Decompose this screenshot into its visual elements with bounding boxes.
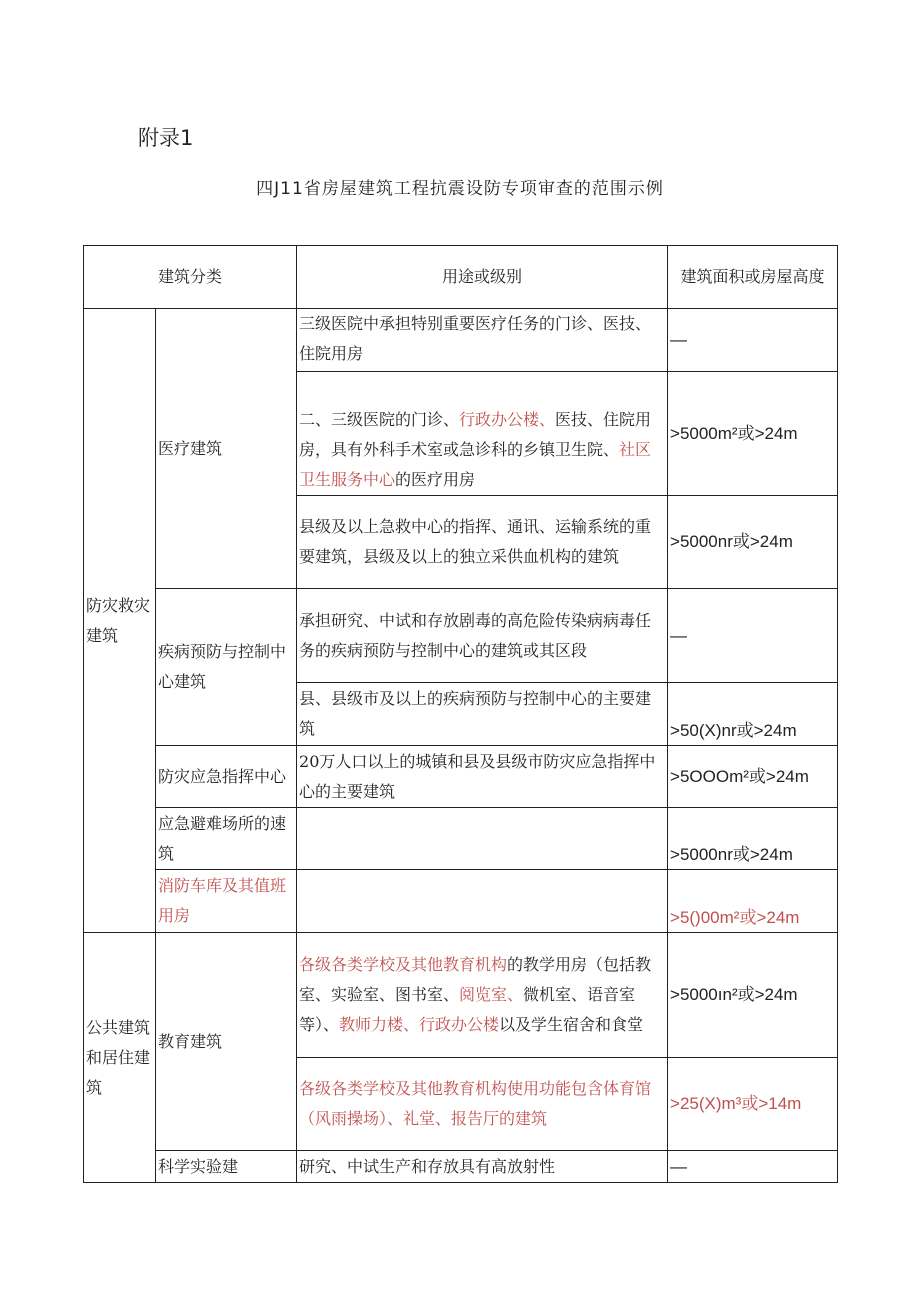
area-cell: — (668, 1151, 838, 1183)
use-text: 微机室、语音室等）、 (299, 985, 636, 1034)
use-cell (297, 808, 668, 870)
table-row (84, 808, 838, 870)
use-cell (297, 372, 668, 496)
document-title: 四J11省房屋建筑工程抗震设防专项审查的范围示例 (256, 179, 664, 199)
table-row (84, 309, 838, 372)
review-scope-table (83, 245, 838, 1183)
category-public-residential: 公共建筑和居住建筑 (84, 933, 156, 1183)
use-cell: 县、县级市及以上的疾病预防与控制中心的主要建筑 (297, 683, 668, 746)
area-cell: >5000nr或>24m (668, 496, 838, 589)
subcategory-education: 教育建筑 (156, 933, 297, 1151)
category-disaster: 防灾救灾建筑 (84, 309, 156, 933)
use-cell: 研究、中试生产和存放具有高放射性 (297, 1151, 668, 1183)
use-cell (297, 933, 668, 1058)
use-cell: 20万人口以上的城镇和县及县级市防灾应急指挥中心的主要建筑 (297, 746, 668, 808)
use-cell: 承担研究、中试和存放剧毒的高危险传染病病毒任务的疾病预防与控制中心的建筑或其区段 (297, 589, 668, 683)
use-text-red: 教师力楼、行政办公楼 (339, 1015, 500, 1034)
area-cell: >25(X)m³或>14m (668, 1058, 838, 1151)
area-cell: >5()00m²或>24m (668, 870, 838, 933)
area-cell: — (668, 589, 838, 683)
use-cell (297, 870, 668, 933)
appendix-heading: 附录1 (138, 126, 194, 150)
subcategory-shelter: 应急避难场所的速筑 (156, 808, 297, 870)
subcategory-disease-control: 疾病预防与控制中心建筑 (156, 589, 297, 746)
table-row (84, 746, 838, 808)
area-cell: >5000nr或>24m (668, 808, 838, 870)
use-cell: 县级及以上急救中心的指挥、通讯、运输系统的重要建筑，县级及以上的独立采供血机构的建筑 (297, 496, 668, 589)
subcategory-medical: 医疗建筑 (156, 309, 297, 589)
use-text: 二、三级医院的门诊、 (299, 410, 460, 429)
subcategory-fire-station: 消防车库及其值班用房 (156, 870, 297, 933)
header-category: 建筑分类 (84, 246, 297, 309)
area-cell: >50(X)nr或>24m (668, 683, 838, 746)
use-text: 以及学生宿舍和食堂 (499, 1015, 644, 1034)
use-text: 的教学用房（包括教室、实验室、图书室、 (299, 955, 652, 1004)
subcategory-science: 科学实验建 (156, 1151, 297, 1183)
table-row (84, 870, 838, 933)
use-cell: 各级各类学校及其他教育机构使用功能包含体育馆（风雨操场）、礼堂、报告厅的建筑 (297, 1058, 668, 1151)
area-cell: — (668, 309, 838, 372)
area-cell: >5000ın²或>24m (668, 933, 838, 1058)
use-text-red: 行政办公楼、 (459, 410, 556, 429)
use-text-red: 各级各类学校及其他教育机构 (299, 955, 508, 974)
table-row (84, 589, 838, 683)
subcategory-emergency-command: 防灾应急指挥中心 (156, 746, 297, 808)
table-row (84, 1151, 838, 1183)
use-text-red: 社区卫生服务中心 (299, 440, 652, 489)
use-text: 医技、住院用房，具有外科手术室或急诊科的乡镇卫生院、 (299, 410, 652, 459)
use-text: 的医疗用房 (395, 470, 476, 489)
use-cell: 三级医院中承担特别重要医疗任务的门诊、医技、住院用房 (297, 309, 668, 372)
area-cell: >5000m²或>24m (668, 372, 838, 496)
area-cell: >5OOOm²或>24m (668, 746, 838, 808)
table-row (84, 933, 838, 1058)
table-header-row (84, 246, 838, 309)
header-area: 建筑面积或房屋高度 (668, 246, 838, 309)
header-use: 用途或级别 (297, 246, 668, 309)
use-text-red: 阅览室、 (459, 985, 524, 1004)
